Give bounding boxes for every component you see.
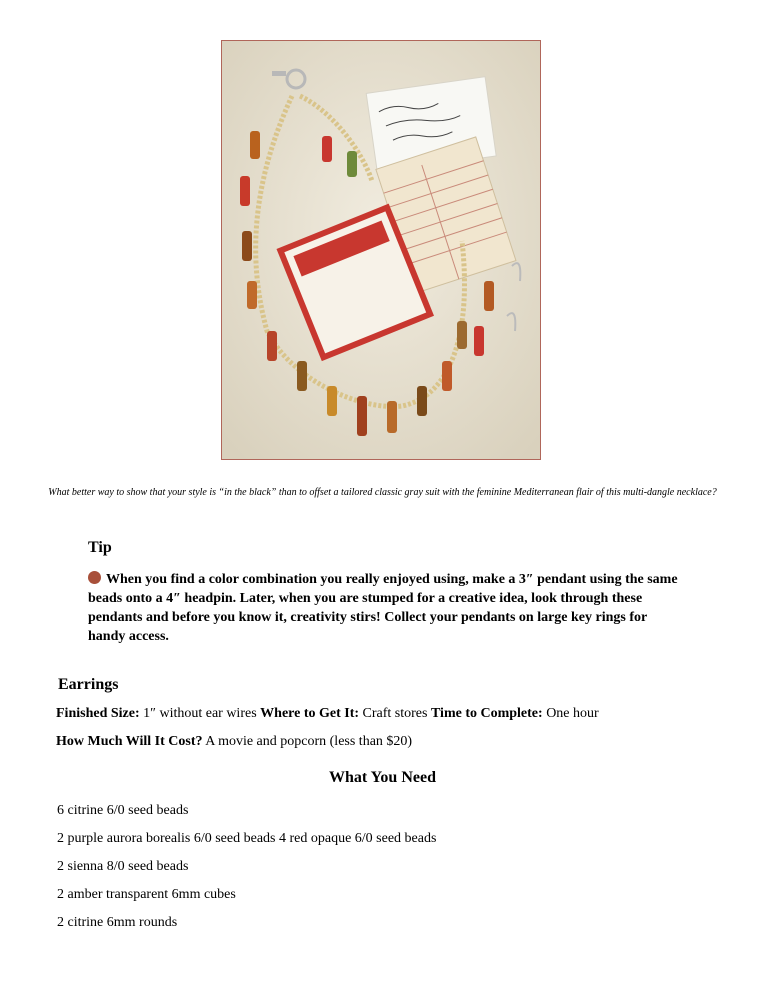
earrings-heading: Earrings	[58, 676, 119, 693]
where-value: Craft stores	[359, 706, 431, 721]
time-value: One hour	[542, 706, 599, 721]
finished-size-value: 1″ without ear wires	[139, 706, 261, 721]
tip-text: When you find a color combination you really enjoyed using, make a 3″ pendant using the same beads onto a 4″ headpin. Later, when you are stumped for a creative idea, look through these pendants and before you know it, creativity stirs! Collect your pendants on large key rings for handy access.	[88, 572, 678, 644]
necklace-illustration	[222, 41, 541, 460]
need-item: 2 purple aurora borealis 6/0 seed beads 4 red opaque 6/0 seed beads	[57, 831, 437, 846]
earrings-info-line-2	[56, 734, 412, 750]
tip-heading: Tip	[88, 539, 112, 556]
photo-caption: What better way to show that your style is “in the black” than to offset a tailored classic gray suit with the feminine Mediterranean flair of this multi-dangle necklace?	[48, 487, 717, 498]
what-you-need-heading: What You Need	[329, 769, 436, 786]
where-label: Where to Get It:	[260, 706, 360, 721]
need-item: 6 citrine 6/0 seed beads	[57, 803, 189, 818]
cost-value: A movie and popcorn (less than $20)	[202, 734, 413, 749]
time-label: Time to Complete:	[430, 706, 543, 721]
necklace-photo	[221, 40, 541, 460]
need-item: 2 citrine 6mm rounds	[57, 915, 178, 930]
cost-label: How Much Will It Cost?	[56, 734, 203, 749]
finished-size-label: Finished Size:	[56, 706, 140, 721]
need-item: 2 sienna 8/0 seed beads	[57, 859, 189, 874]
bullet-dot-icon	[88, 571, 101, 584]
tip-body	[88, 570, 678, 646]
need-item: 2 amber transparent 6mm cubes	[57, 887, 236, 902]
earrings-info-line-1	[56, 706, 599, 722]
